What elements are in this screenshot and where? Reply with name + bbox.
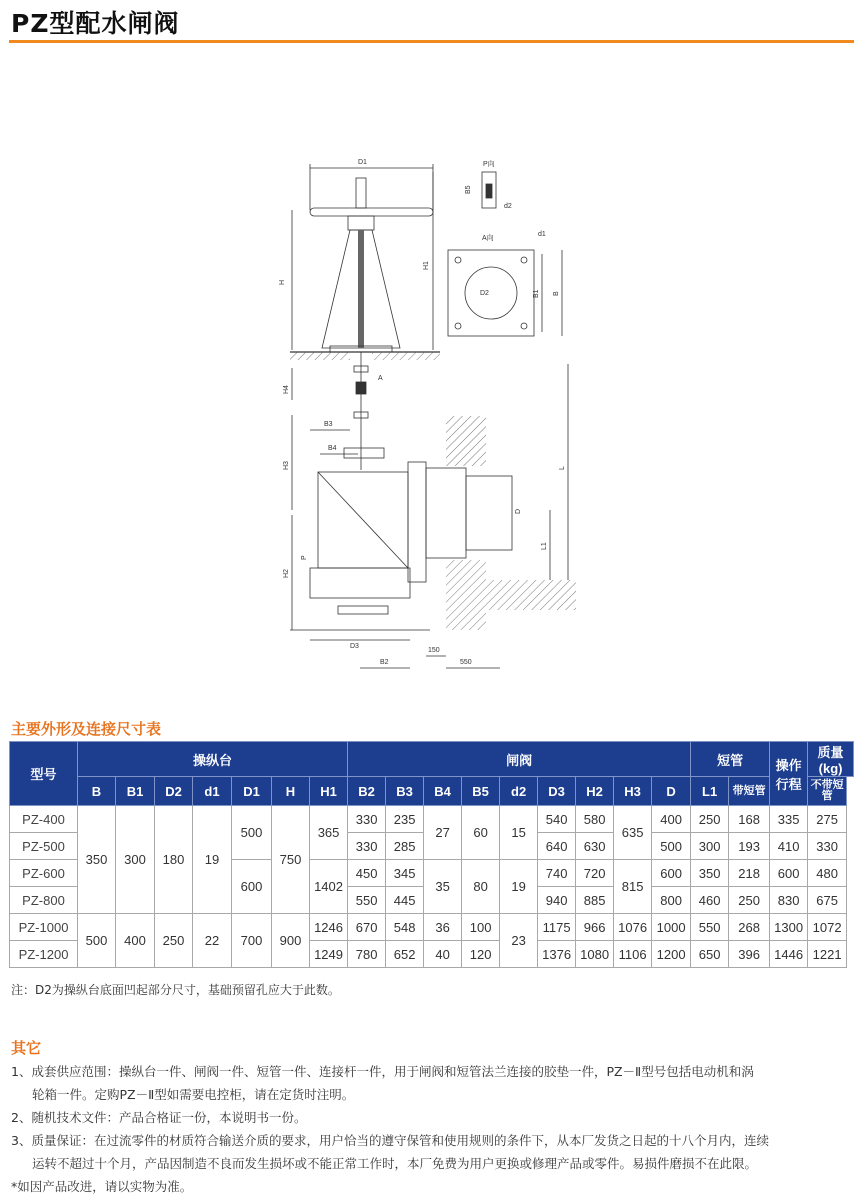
table-row: PZ-1000 500 400 250 22 700 900 1246 670 548 36 100 23 1175 966 1076 1000 550 268 1300 1072	[10, 914, 854, 941]
valve-body	[290, 421, 430, 650]
svg-text:150: 150	[428, 647, 440, 654]
a-view-flange-detail	[448, 231, 562, 336]
svg-text:A: A	[378, 375, 383, 382]
operating-platform	[290, 178, 440, 360]
bottom-dimensions	[360, 647, 500, 668]
table-row: PZ-500 330 285 640 630 500 300 193 410 330	[10, 833, 854, 860]
svg-text:H4: H4	[283, 385, 290, 394]
col-h2: H2	[576, 777, 614, 806]
svg-text:A向: A向	[482, 235, 494, 242]
other-item-2: 2、随机技术文件：产品合格证一份，本说明书一份。	[11, 1110, 307, 1125]
svg-text:d1: d1	[538, 231, 546, 238]
col-b2: B2	[348, 777, 386, 806]
page-title: PZ型配水闸阀	[11, 9, 180, 38]
svg-text:B: B	[553, 291, 560, 296]
col-b: B	[78, 777, 116, 806]
table-note: 注：D2为操纵台底面凹起部分尺寸，基础预留孔应大于此数。	[11, 983, 340, 997]
title-divider	[9, 40, 854, 43]
table-row: PZ-1200 1249 780 652 40 120 1376 1080 1106 1200 650 396 1446 1221	[10, 941, 854, 968]
col-h3: H3	[614, 777, 652, 806]
svg-text:D2: D2	[480, 290, 489, 297]
gate-valve-technical-drawing	[270, 150, 590, 685]
other-heading: 其它	[11, 1039, 42, 1057]
dimension-table	[9, 741, 854, 968]
svg-text:550: 550	[460, 659, 472, 666]
footnote: *如因产品改进，请以实物为准。	[11, 1179, 193, 1194]
other-item-3-line-1: 3、质量保证：在过流零件的材质符合输送介质的要求，用户恰当的遵守保管和使用规则的条件下，从本厂发货之日起的十八个月内，连续	[11, 1133, 769, 1148]
col-b3: B3	[386, 777, 424, 806]
other-item-3-line-2: 运转不超过十个月，产品因制造不良而发生损坏或不能正常工作时，本厂免费为用户更换或修理产品或零件。易损件磨损不在此限。	[32, 1156, 758, 1171]
other-item-1-line-1: 1、成套供应范围：操纵台一件、闸阀一件、短管一件、连接杆一件，用于闸阀和短管法兰连接的胶垫一件，PZ－Ⅱ型号包括电动机和涡	[11, 1064, 754, 1079]
height-dimensions	[279, 172, 433, 630]
svg-text:H1: H1	[423, 261, 430, 270]
svg-text:D: D	[515, 508, 522, 514]
col-model: 型号	[10, 742, 78, 806]
svg-text:H: H	[279, 279, 286, 285]
svg-text:B3: B3	[324, 421, 333, 428]
col-d1-upper: D1	[232, 777, 272, 806]
svg-text:B4: B4	[328, 445, 337, 452]
svg-text:d2: d2	[504, 203, 512, 210]
svg-text:B2: B2	[380, 659, 389, 666]
col-group-mass: 质量(kg)	[808, 742, 854, 777]
col-group-pipe: 短管	[691, 742, 770, 777]
other-section	[11, 1060, 851, 1198]
col-d: D	[652, 777, 691, 806]
table-row: PZ-600 600 1402 450 345 35 80 19 740 720 815 600 350 218 600 480	[10, 860, 854, 887]
svg-text:P: P	[301, 555, 308, 560]
col-b1: B1	[116, 777, 155, 806]
col-b4: B4	[424, 777, 462, 806]
svg-text:P向: P向	[483, 161, 495, 168]
col-d1-lower: d1	[193, 777, 232, 806]
table-row: PZ-400 350 300 180 19 500 750 365 330 235 27 60 15 540 580 635 400 250 168 335 275	[10, 806, 854, 833]
col-d3: D3	[538, 777, 576, 806]
wall-and-short-pipe	[426, 364, 576, 630]
col-h: H	[272, 777, 310, 806]
col-b5: B5	[462, 777, 500, 806]
col-group-valve: 闸阀	[348, 742, 691, 777]
col-with-pipe: 带短管	[729, 777, 770, 806]
col-l1: L1	[691, 777, 729, 806]
svg-text:L1: L1	[541, 542, 548, 550]
col-stroke: 操作行程	[770, 742, 808, 806]
connecting-rod	[354, 352, 383, 470]
handwheel-dimension	[310, 159, 433, 210]
svg-text:B5: B5	[465, 185, 472, 194]
col-group-platform: 操纵台	[78, 742, 348, 777]
svg-text:H3: H3	[283, 461, 290, 470]
col-d2-upper: D2	[155, 777, 193, 806]
dimension-table-heading: 主要外形及连接尺寸表	[11, 720, 162, 738]
svg-text:B1: B1	[533, 289, 540, 298]
col-d2-lower: d2	[500, 777, 538, 806]
other-item-1-line-2: 轮箱一件。定购PZ－Ⅱ型如需要电控柜，请在定货时注明。	[32, 1087, 355, 1102]
svg-text:L: L	[559, 466, 566, 470]
svg-text:H2: H2	[283, 569, 290, 578]
label-d1-top: D1	[358, 159, 367, 166]
p-view-detail	[465, 159, 512, 210]
col-without-pipe: 不带短管	[808, 777, 847, 806]
col-h1: H1	[310, 777, 348, 806]
svg-text:D3: D3	[350, 643, 359, 650]
table-row: PZ-800 550 445 940 885 800 460 250 830 675	[10, 887, 854, 914]
